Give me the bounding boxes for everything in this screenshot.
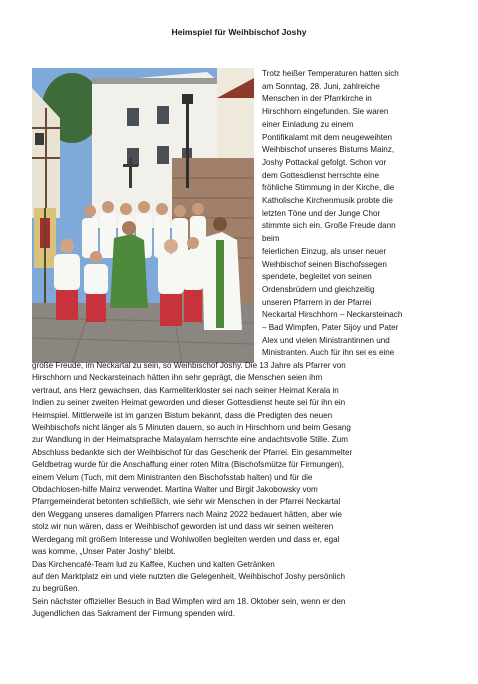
- text-line: Abschluss bedankte sich der Weihbischof für das Geschenk der Pfarrei. Ein gesammelter: [32, 447, 353, 457]
- text-line: Das Kirchencafé-Team lud zu Kaffee, Kuchen und kalten Getränken: [32, 559, 275, 569]
- text-line: Sein nächster offizieller Besuch in Bad Wimpfen wird am 18. Oktober sein, wenn er den: [32, 596, 346, 606]
- text-line: was komme, „Unser Pater Joshy“ bleibt.: [32, 547, 176, 557]
- text-line: beim: [262, 234, 280, 244]
- text-line: letzten Töne und der Junge Chor: [262, 208, 381, 218]
- text-line: vertraut, ans Herz gewachsen, das Karmeliterkloster sei nach seiner Heimat Kerala in: [32, 385, 339, 395]
- text-line: Weihbischofs nicht länger als 5 Minuten dauern, so auch in Hirschhorn und beim Gesang: [32, 423, 351, 433]
- text-line: Pfarrgemeinderat betonten schließlich, wie sehr wir Menschen in der Pfarrei Neckartal: [32, 497, 341, 507]
- text-line: Pontifikalamt mit dem neugeweihten: [262, 132, 393, 142]
- text-line: Joshy Pottackal gefolgt. Schon vor: [262, 157, 387, 167]
- group-photo: [32, 68, 254, 363]
- article-title: Heimspiel für Weihbischof Joshy: [171, 27, 307, 37]
- text-line: Weihbischof unseres Bistums Mainz,: [262, 145, 395, 155]
- text-line: den Weggang unseres damaligen Pfarrers nach Mainz 2022 bedauert hätten, aber wie: [32, 509, 342, 519]
- text-line: Indien zu seiner zweiten Heimat geworden und dieser Gottesdienst heute sei für ihn ein: [32, 398, 346, 408]
- text-line: Trotz heißer Temperaturen hatten sich: [262, 69, 399, 78]
- text-line: feierlichen Einzug, als unser neuer: [262, 246, 387, 256]
- text-line: stimmte sich ein. Große Freude dann: [262, 221, 396, 231]
- text-line: Ministranten. Auch für ihn sei es eine: [262, 348, 395, 358]
- text-line: große Freude, im Neckartal zu sein, so Weihbischof Joshy. Die 13 Jahre als Pfarrer von: [32, 361, 346, 370]
- text-line: Weihbischof seinen Bischofssegen: [262, 259, 387, 269]
- text-line: stolz wir nun wären, dass er Weihbischof geworden ist und dass wir seinen weiteren: [32, 522, 334, 532]
- text-line: Obdachlosen-hilfe Mainz verwendet. Martina Walter und Birgit Jakobowsky vom: [32, 485, 318, 495]
- text-line: Menschen in der Pfarrkirche in: [262, 94, 372, 104]
- text-line: Alex und vielen Ministrantinnen und: [262, 335, 390, 345]
- text-line: auf den Marktplatz ein und viele nutzten die Gelegenheit, Weihbischof Joshy persönlich: [32, 571, 345, 581]
- text-line: Werdegang mit großem Interesse und Wohlwollen begleiten werden und dass er, egal: [32, 534, 340, 544]
- text-line: Neckartal Hirschhorn – Neckarsteinach: [262, 310, 403, 320]
- text-line: Geldbetrag wurde für die Anschaffung einer roten Mitra (Bischofsmütze für Firmungen),: [32, 460, 345, 470]
- text-line: fröhliche Stimmung in der Kirche, die: [262, 183, 395, 193]
- text-line: Hirschhorn und Neckarsteinach hätten ihn sehr geprägt, die Menschen seien ihm: [32, 373, 323, 383]
- text-line: Heimspiel. Mittlerweile ist im ganzen Bistum bekannt, dass die Predigten des neuen: [32, 410, 333, 420]
- text-line: einer Einladung zu einem: [262, 119, 354, 129]
- text-line: Hirschhorn eingefunden. Sie waren: [262, 107, 389, 117]
- text-line: zur Wandlung in der Heimatsprache Malayalam herrschte eine andachtsvolle Stille. Zum: [32, 435, 348, 445]
- text-column-beside-photo: [262, 68, 458, 360]
- text-line: am Sonntag, 28. Juni, zahlreiche: [262, 81, 380, 91]
- text-line: dem Gottesdienst herrschte eine: [262, 170, 379, 180]
- text-line: – Bad Wimpfen, Pater Sijoy und Pater: [262, 323, 399, 333]
- text-line: zu begrüßen.: [32, 584, 80, 594]
- text-line: unseren Pfarrern in der Pfarrei: [262, 297, 372, 307]
- text-full-width: [32, 360, 452, 621]
- text-line: Ordensbrüdern und gleichzeitig: [262, 284, 375, 294]
- text-line: Jugendlichen das Sakrament der Firmung spenden wird.: [32, 609, 235, 619]
- text-line: Katholische Kirchenmusik probte die: [262, 196, 393, 206]
- text-line: einem Velum (Tuch, mit dem Ministranten den Bischofsstab halten) und für die: [32, 472, 313, 482]
- text-line: spendete, begleitet von seinen: [262, 272, 372, 282]
